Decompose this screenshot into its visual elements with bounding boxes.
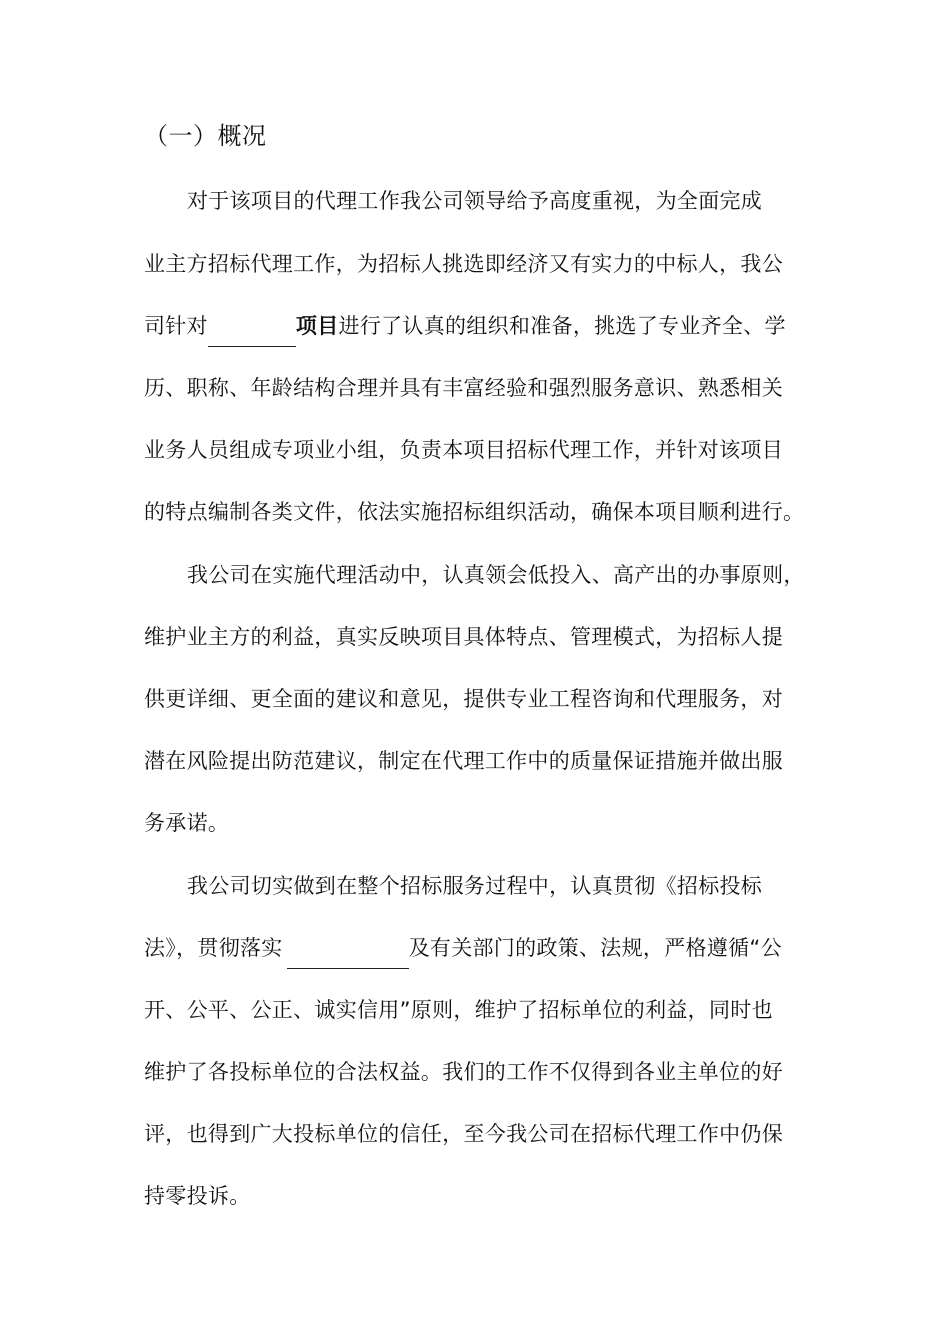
paragraph-1-line-3-end: 进行了认真的组织和准备，挑选了专业齐全、学 — [338, 314, 786, 338]
paragraph-1-line-6: 的特点编制各类文件，依法实施招标组织活动，确保本项目顺利进行。 — [144, 500, 805, 524]
paragraph-2-line-1: 我公司在实施代理活动中，认真领会低投入、高产出的办事原则， — [187, 563, 805, 587]
paragraph-3-line-3: 开、公平、公正、诚实信用”原则，维护了招标单位的利益，同时也 — [144, 998, 773, 1022]
project-label: 项目 — [295, 314, 339, 338]
paragraph-1-line-2: 业主方招标代理工作，为招标人挑选即经济又有实力的中标人，我公 — [144, 252, 783, 276]
paragraph-3-line-1: 我公司切实做到在整个招标服务过程中，认真贯彻《招标投标 — [187, 874, 763, 898]
paragraph-3-line-5: 评，也得到广大投标单位的信任，至今我公司在招标代理工作中仍保 — [144, 1122, 783, 1146]
paragraph-3-line-4: 维护了各投标单位的合法权益。我们的工作不仅得到各业主单位的好 — [144, 1060, 783, 1084]
paragraph-1-line-1: 对于该项目的代理工作我公司领导给予高度重视，为全面完成 — [187, 189, 763, 213]
section-heading: （一）概况 — [144, 122, 267, 150]
paragraph-2-line-5: 务承诺。 — [144, 811, 230, 835]
paragraph-1-line-4: 历、职称、年龄结构合理并具有丰富经验和强烈服务意识、熟悉相关 — [144, 376, 783, 400]
paragraph-3-line-2 — [144, 933, 824, 963]
paragraph-1-line-5: 业务人员组成专项业小组，负责本项目招标代理工作，并针对该项目 — [144, 438, 783, 462]
paragraph-1-line-3-start: 司针对 — [144, 314, 208, 338]
paragraph-2-line-3: 供更详细、更全面的建议和意见，提供专业工程咨询和代理服务，对 — [144, 687, 783, 711]
paragraph-3-line-2-start: 法》，贯彻落实 — [144, 936, 283, 960]
paragraph-2-line-2: 维护业主方的利益，真实反映项目具体特点、管理模式，为招标人提 — [144, 625, 783, 649]
paragraph-3-line-2-end: 及有关部门的政策、法规，严格遵循“公 — [408, 936, 782, 960]
paragraph-2-line-4: 潜在风险提出防范建议，制定在代理工作中的质量保证措施并做出服 — [144, 749, 783, 773]
regulation-name-blank — [287, 944, 409, 969]
paragraph-1-line-3 — [144, 311, 824, 341]
paragraph-3-line-6: 持零投诉。 — [144, 1184, 251, 1208]
project-name-blank — [208, 322, 296, 347]
